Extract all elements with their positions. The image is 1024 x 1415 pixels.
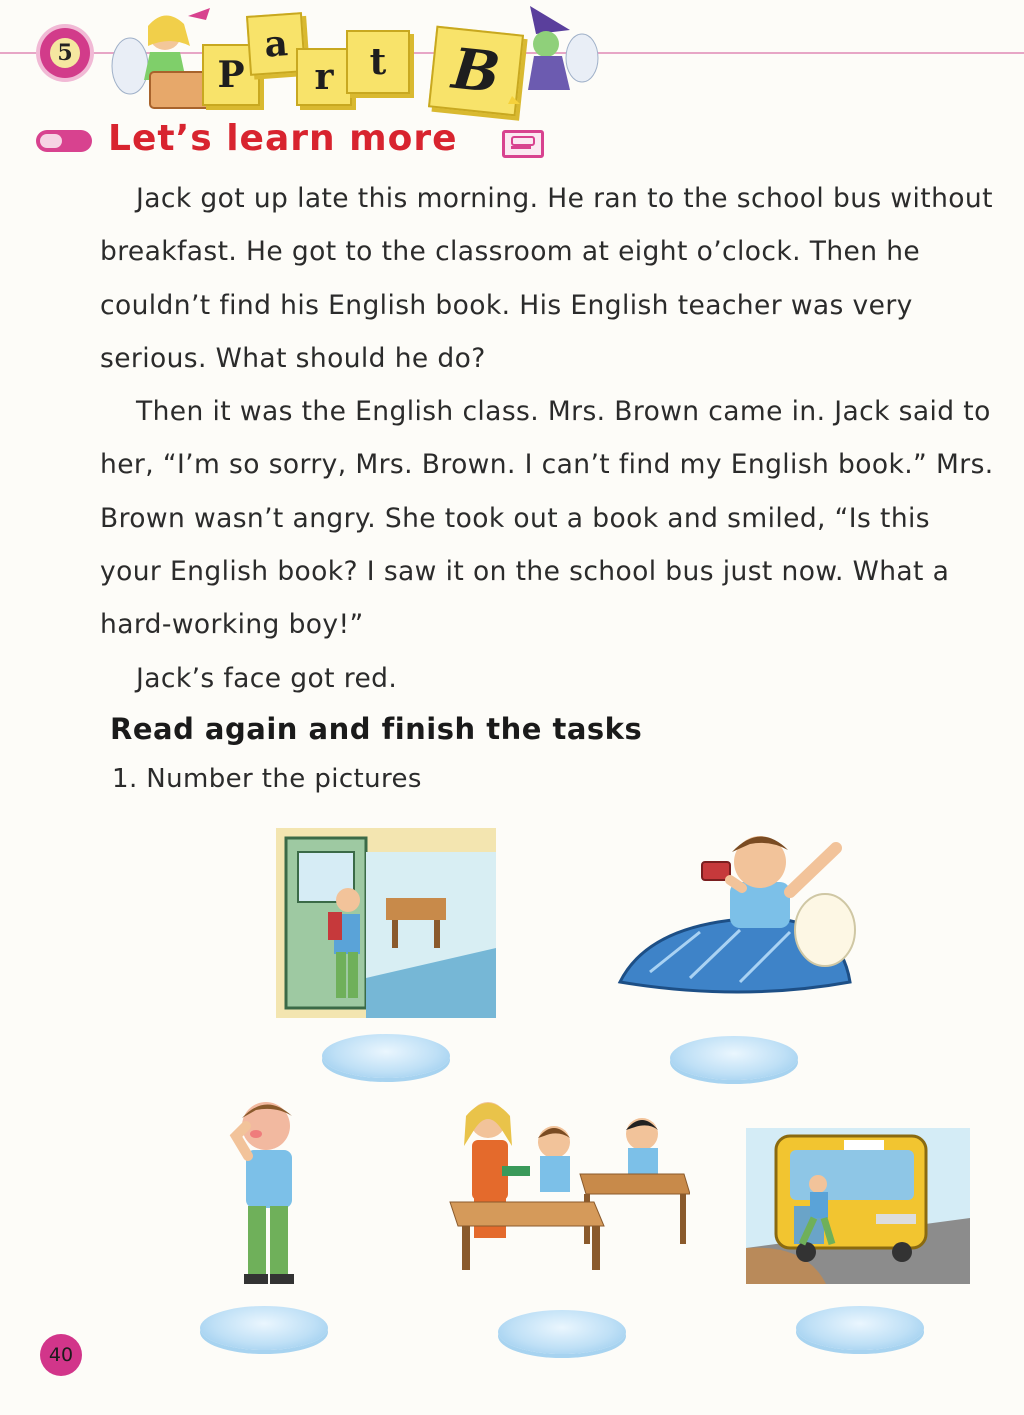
answer-oval[interactable] [200,1306,328,1350]
picture-boy-entering-classroom [276,828,496,1018]
picture-teacher-returning-book [444,1090,690,1270]
picture-boy-embarrassed [226,1096,316,1288]
unit-number-badge [40,28,90,78]
passage-paragraph: Jack got up late this morning. He ran to the school bus without breakfast. He got to the classroom at eight o’clock. Then he couldn’t find his English book. His English teacher was very serious. What should he do? [100,183,993,374]
witch-fairy-illustration [500,0,600,110]
task-instruction: 1. Number the pictures [112,764,422,794]
page-number: 40 [40,1334,82,1376]
picture-boy-waking-up [610,822,870,1002]
part-letter-block-b: B [428,26,524,117]
answer-oval[interactable] [796,1306,924,1350]
answer-oval[interactable] [498,1310,626,1354]
passage-paragraph: Jack’s face got red. [136,662,398,694]
section-marker-icon [36,130,92,152]
picture-boy-running-to-bus [746,1128,970,1284]
reading-passage [100,172,1000,705]
passage-paragraph: Then it was the English class. Mrs. Brown came in. Jack said to her, “I’m so sorry, Mrs. Brown. I can’t find my English book.” Mrs. Brown wasn’t angry. She took out a book and smiled, “Is this your English book? I saw it on the school bus just now. What a hard-working boy!” [100,396,994,641]
part-letter-block-t: t [346,30,410,94]
cassette-tape-icon[interactable] [502,130,544,158]
answer-oval[interactable] [670,1036,798,1080]
part-letter-block-a: a [246,12,306,76]
part-letter-block-r: r [296,48,352,106]
unit-number: 5 [50,38,80,68]
tasks-heading: Read again and finish the tasks [110,712,643,746]
section-title: Let’s learn more [108,118,458,159]
answer-oval[interactable] [322,1034,450,1078]
part-letter-block-p: P [202,44,260,106]
